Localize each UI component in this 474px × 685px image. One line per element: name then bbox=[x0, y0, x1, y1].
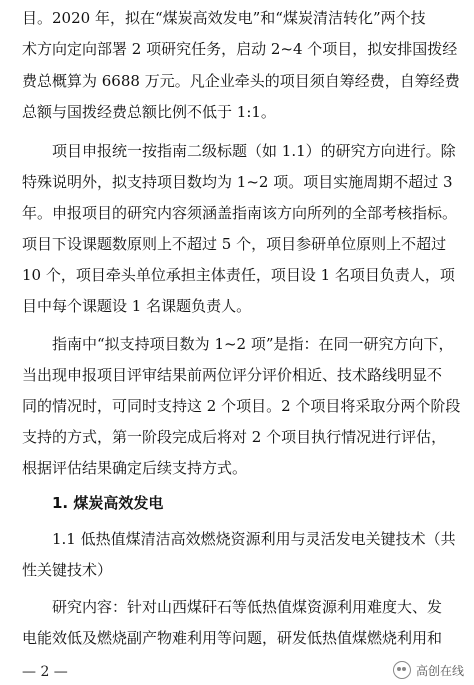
text-line: 总额与国拨经费总额比例不低于 1:1。 bbox=[22, 103, 276, 121]
subsection-heading: 1.1 低热值煤清洁高效燃烧资源利用与灵活发电关键技术（共 bbox=[52, 530, 456, 548]
text-line: 特殊说明外，拟支持项目数均为 1~2 项。项目实施周期不超过 3 bbox=[22, 173, 453, 191]
text-line: 当出现申报项目评审结果前两位评分评价相近、技术路线明显不 bbox=[22, 366, 443, 384]
wechat-icon bbox=[393, 661, 411, 679]
subsection-heading: 性关键技术） bbox=[22, 561, 113, 579]
text-line: 目中每个课题设 1 名课题负责人。 bbox=[22, 297, 252, 315]
text-line: 指南中“拟支持项目数为 1~2 项”是指：在同一研究方向下， bbox=[52, 335, 454, 353]
text-line: 年。申报项目的研究内容须涵盖指南该方向所列的全部考核指标。 bbox=[22, 204, 458, 222]
text-line: 同的情况时，可同时支持这 2 个项目。2 个项目将采取分两个阶段 bbox=[22, 397, 461, 415]
watermark-text: 高创在线 bbox=[415, 663, 464, 678]
text-line: 电能效低及燃烧副产物难利用等问题，研发低热值煤燃烧利用和 bbox=[22, 629, 443, 647]
text-line: 研究内容：针对山西煤矸石等低热值煤资源利用难度大、发 bbox=[52, 598, 443, 616]
text-line: 10 个，项目牵头单位承担主体责任，项目设 1 名项目负责人，项 bbox=[22, 266, 455, 284]
text-line: 术方向定向部署 2 项研究任务，启动 2~4 个项目，拟安排国拨经 bbox=[22, 40, 458, 58]
page-number: — 2 — bbox=[22, 664, 68, 680]
text-line: 费总概算为 6688 万元。凡企业牵头的项目须自筹经费，自筹经费 bbox=[22, 72, 460, 90]
text-line: 项目申报统一按指南二级标题（如 1.1）的研究方向进行。除 bbox=[52, 142, 456, 160]
text-line: 目。2020 年，拟在“煤炭高效发电”和“煤炭清洁转化”两个技 bbox=[22, 9, 426, 27]
text-line: 根据评估结果确定后续支持方式。 bbox=[22, 459, 248, 477]
section-heading: 1. 煤炭高效发电 bbox=[52, 494, 164, 512]
text-line: 支持的方式，第一阶段完成后将对 2 个项目执行情况进行评估， bbox=[22, 428, 447, 446]
text-line: 项目下设课题数原则上不超过 5 个，项目参研单位原则上不超过 bbox=[22, 235, 447, 253]
watermark bbox=[393, 659, 464, 681]
